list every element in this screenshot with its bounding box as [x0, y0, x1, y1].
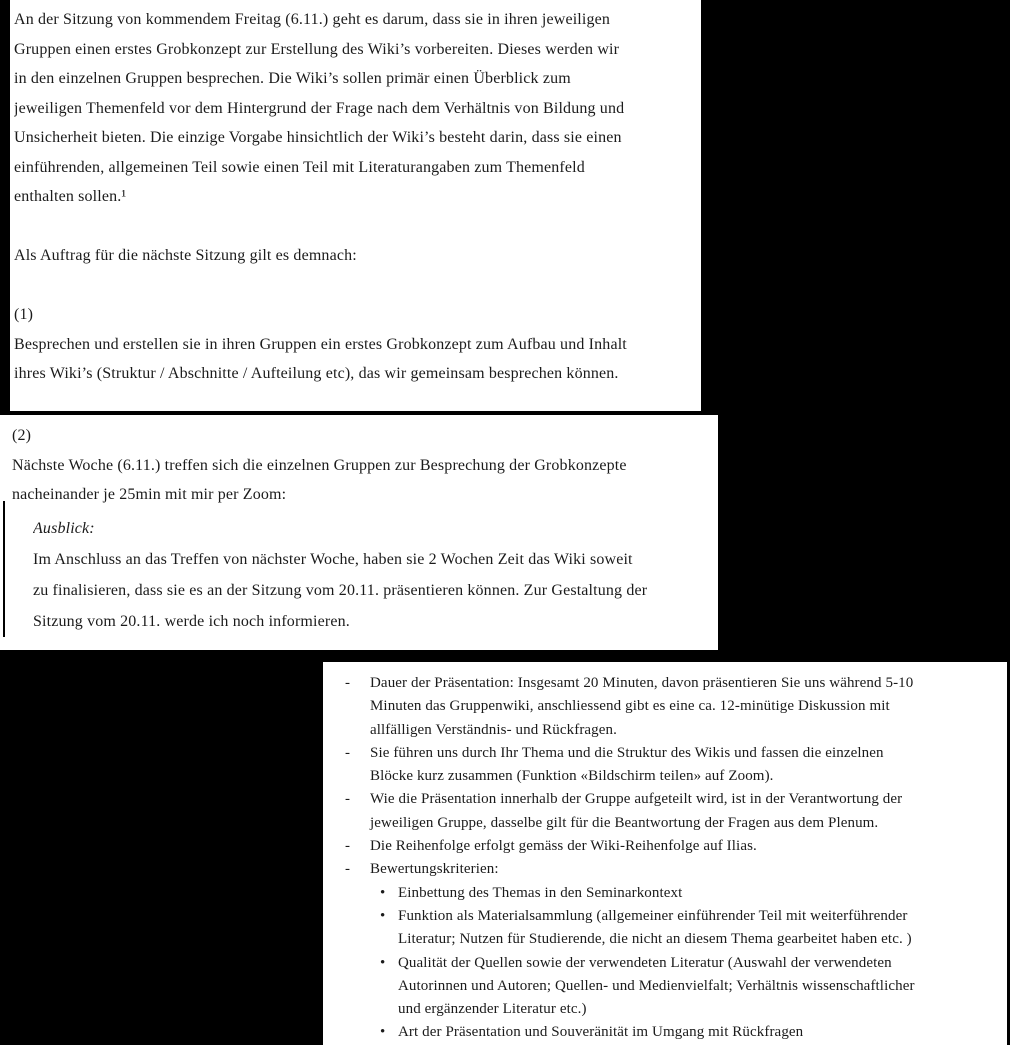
bullet-line [323, 765, 1007, 788]
bullet-marker: - [345, 791, 351, 808]
bullet-text: Minuten das Gruppenwiki, anschliessend gibt es eine ca. 12-minütige Diskussion mit [370, 698, 890, 715]
bullet-line [323, 719, 1007, 742]
bullet-text: Qualität der Quellen sowie der verwendeten Literatur (Auswahl der verwendeten [398, 954, 892, 971]
bullet-text: Blöcke kurz zusammen (Funktion «Bildschirm teilen» auf Zoom). [370, 768, 774, 785]
bullet-line [323, 695, 1007, 718]
text-line [14, 212, 701, 242]
bullet-line [323, 1021, 1007, 1044]
text-line: Besprechen und erstellen sie in ihren Gruppen ein erstes Grobkonzept zum Aufbau und Inhalt [14, 335, 627, 353]
bullet-line [323, 905, 1007, 928]
outlook-text [33, 544, 718, 637]
text-line: zu finalisieren, dass sie es an der Sitzung vom 20.11. präsentieren können. Zur Gestaltung der [33, 581, 648, 599]
bullet-text: Autorinnen und Autoren; Quellen- und Medienvielfalt; Verhältnis wissenschaftlicher [398, 977, 915, 994]
bullet-marker: • [380, 907, 386, 924]
text-line: (1) [14, 306, 34, 323]
bullet-marker: • [380, 1024, 386, 1041]
bullet-line [323, 672, 1007, 695]
bullet-line [323, 835, 1007, 858]
outlook-heading: Ausblick: [33, 519, 95, 537]
text-line: Gruppen einen erstes Grobkonzept zur Erstellung des Wiki’s vorbereiten. Dieses werden wir [14, 40, 620, 58]
bullet-line [323, 858, 1007, 881]
bullet-line [323, 952, 1007, 975]
bullet-line [323, 812, 1007, 835]
bullet-line [323, 882, 1007, 905]
bullet-line [323, 928, 1007, 951]
text-line [14, 271, 701, 301]
text-line: Im Anschluss an das Treffen von nächster Woche, haben sie 2 Wochen Zeit das Wiki soweit [33, 550, 633, 568]
bullet-text: Art der Präsentation und Souveränität im Umgang mit Rückfragen [398, 1024, 804, 1041]
intro-assignment-page-fragment [10, 0, 701, 411]
presentation-notes-list [323, 672, 1007, 1045]
bullet-text: und ergänzender Literatur etc.) [398, 1001, 587, 1018]
text-line: Als Auftrag für die nächste Sitzung gilt es demnach: [14, 247, 357, 264]
text-line: Sitzung vom 20.11. werde ich noch informieren. [33, 612, 350, 630]
bullet-text: Funktion als Materialsammlung (allgemeiner einführender Teil mit weiterführender [398, 907, 908, 924]
bullet-text: Einbettung des Themas in den Seminarkontext [398, 884, 683, 901]
text-line: (2) [12, 427, 32, 444]
text-line: An der Sitzung von kommendem Freitag (6.11.) geht es darum, dass sie in ihren jeweiligen [14, 11, 611, 28]
presentation-notes-page-fragment [323, 662, 1007, 1045]
bullet-marker: - [345, 838, 351, 855]
intro-assignment-text [14, 5, 701, 389]
bullet-text: jeweiligen Gruppe, dasselbe gilt für die Beantwortung der Fragen aus dem Plenum. [370, 814, 879, 831]
text-line: Nächste Woche (6.11.) treffen sich die einzelnen Gruppen zur Besprechung der Grobkonzepte [12, 456, 627, 474]
bullet-line [323, 998, 1007, 1021]
bullet-line [323, 742, 1007, 765]
outlook-note [33, 513, 718, 637]
task2-text [12, 421, 718, 510]
task2-page-fragment [0, 415, 718, 650]
bullet-marker: • [380, 884, 386, 901]
bullet-marker: - [345, 744, 351, 761]
bullet-text: Literatur; Nutzen für Studierende, die nicht an diesem Thema gearbeitet haben etc. ) [398, 931, 912, 948]
text-line: nacheinander je 25min mit mir per Zoom: [12, 486, 287, 503]
bullet-marker: - [345, 861, 351, 878]
bullet-text: Sie führen uns durch Ihr Thema und die Struktur des Wikis und fassen die einzelnen [370, 744, 884, 761]
text-line: jeweiligen Themenfeld vor dem Hintergrund der Frage nach dem Verhältnis von Bildung und [14, 99, 625, 117]
bullet-text: allfälligen Verständnis- und Rückfragen. [370, 721, 617, 738]
bullet-marker: - [345, 675, 351, 691]
text-line: Unsicherheit bieten. Die einzige Vorgabe hinsichtlich der Wiki’s besteht darin, dass sie einen [14, 129, 622, 146]
text-line: enthalten sollen.¹ [14, 188, 127, 205]
bullet-text: Die Reihenfolge erfolgt gemäss der Wiki-Reihenfolge auf Ilias. [370, 838, 757, 855]
bullet-text: Wie die Präsentation innerhalb der Gruppe aufgeteilt wird, ist in der Verantwortung der [370, 791, 903, 808]
bullet-line [323, 788, 1007, 811]
text-line: einführenden, allgemeinen Teil sowie einen Teil mit Literaturangaben zum Themenfeld [14, 158, 585, 176]
bullet-text: Bewertungskriterien: [370, 861, 499, 878]
bullet-marker: • [380, 954, 386, 971]
text-line: in den einzelnen Gruppen besprechen. Die Wiki’s sollen primär einen Überblick zum [14, 70, 571, 87]
text-line: ihres Wiki’s (Struktur / Abschnitte / Aufteilung etc), das wir gemeinsam besprechen können. [14, 365, 619, 382]
bullet-line [323, 975, 1007, 998]
bullet-text: Dauer der Präsentation: Insgesamt 20 Minuten, davon präsentieren Sie uns während 5-10 [370, 675, 914, 691]
scan-border-line [3, 501, 5, 637]
